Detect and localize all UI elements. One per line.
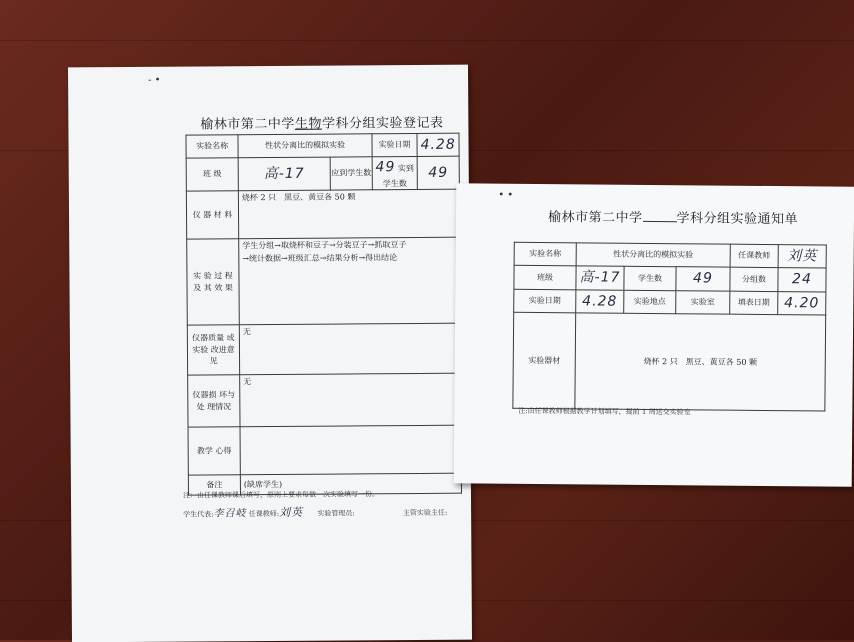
notice-groups-label: 分组数 [730, 267, 778, 291]
notice-students-label: 学生数 [624, 267, 676, 291]
notice-date-value: 4.28 [582, 292, 618, 310]
notice-teacher-value: 刘英 [787, 248, 818, 265]
notice-class-value: 高-17 [579, 269, 621, 287]
experiment-name-value: 性状分离比的模拟实验 [238, 134, 372, 158]
record-note: 注：由任课教师课后填写，原则上要求每做一次实验填写一份。 [182, 490, 380, 500]
experiment-name-label: 实验名称 [186, 135, 238, 159]
notice-students-value: 49 [693, 270, 713, 287]
reflection-label: 教学 心得 [188, 427, 240, 475]
quality-value: 无 [239, 323, 460, 375]
damage-label: 仪器损 坏与处 理情况 [188, 375, 240, 427]
notice-experiment-name-value: 性状分离比的模拟实验 [576, 243, 730, 268]
process-line-1: 学生分组→取烧杯和豆子→分装豆子→抓取豆子 [242, 240, 407, 251]
desk-grain [0, 40, 854, 41]
quality-label: 仪器质量 或实验 改进意见 [187, 325, 239, 375]
teacher-signature: 刘英 [279, 505, 304, 519]
staple-marks: • • [498, 189, 514, 201]
experiment-date-value: 4.28 [420, 136, 456, 153]
notice-title-suffix: 学科分组实验通知单 [676, 211, 799, 228]
expected-students-value: 49 [375, 159, 396, 176]
notice-title-school: 榆林市第二中学 [547, 210, 643, 226]
notice-class-label: 班级 [514, 266, 576, 290]
actual-students-value: 49 [428, 164, 449, 181]
expected-students-label: 应到学生数 [331, 168, 372, 179]
notice-location-value: 实验室 [676, 290, 730, 314]
remarks-label: 备注 [188, 475, 240, 495]
materials-label: 仪 器 材 料 [186, 191, 238, 239]
class-label: 班 级 [186, 158, 238, 191]
notice-fill-date-value: 4.20 [784, 294, 820, 312]
record-sheet-title [200, 112, 443, 133]
staple-marks: - • [148, 74, 161, 86]
notice-experiment-name-label: 实验名称 [514, 242, 576, 266]
notice-table [512, 242, 826, 412]
experiment-date-label: 实验日期 [372, 133, 417, 157]
title-subject: 生物 [294, 116, 322, 132]
title-school: 榆林市第二中学 [200, 116, 295, 133]
notice-location-label: 实验地点 [624, 290, 676, 314]
process-label: 实 验 过 程 及 其 效 果 [187, 239, 240, 325]
notice-equipment-label: 实验器材 [513, 312, 576, 409]
title-suffix: 学科分组实验登记表 [321, 115, 444, 132]
experiment-notice-sheet [454, 183, 854, 486]
student-rep-label: 学生代表: [183, 510, 214, 519]
notice-sheet-title [548, 206, 798, 227]
record-table [185, 133, 462, 496]
student-rep-signature: 李召岐 [213, 508, 247, 520]
damage-value: 无 [240, 373, 461, 427]
experiment-record-sheet [68, 65, 472, 642]
notice-teacher-label: 任课教师 [730, 244, 778, 268]
materials-value: 烧杯 2 只 黑豆、黄豆各 50 颗 [238, 189, 459, 239]
process-line-2: →统计数据→班级汇总→结果分析→得出结论 [242, 253, 398, 264]
subject-blank [643, 210, 677, 222]
remarks-value: (缺席学生) [240, 473, 461, 495]
teacher-label: 任课教师: [248, 509, 280, 519]
notice-equipment-value: 烧杯 2 只 黑豆、黄豆各 50 颗 [575, 313, 826, 411]
reflection-value [240, 425, 461, 475]
notice-note: 注:由任课教师根据教学计划填写，提前 1 周送交实验室 [518, 406, 691, 417]
admin-label: 实验管理员: [317, 509, 355, 518]
class-value: 高-17 [263, 165, 305, 183]
actual-students-label: 实到学生数 [382, 164, 414, 188]
notice-date-label: 实验日期 [514, 289, 576, 313]
director-label: 主管实验主任: [402, 508, 448, 518]
notice-fill-date-label: 填表日期 [730, 291, 778, 315]
signature-line [183, 503, 447, 521]
notice-groups-value: 24 [791, 271, 812, 288]
